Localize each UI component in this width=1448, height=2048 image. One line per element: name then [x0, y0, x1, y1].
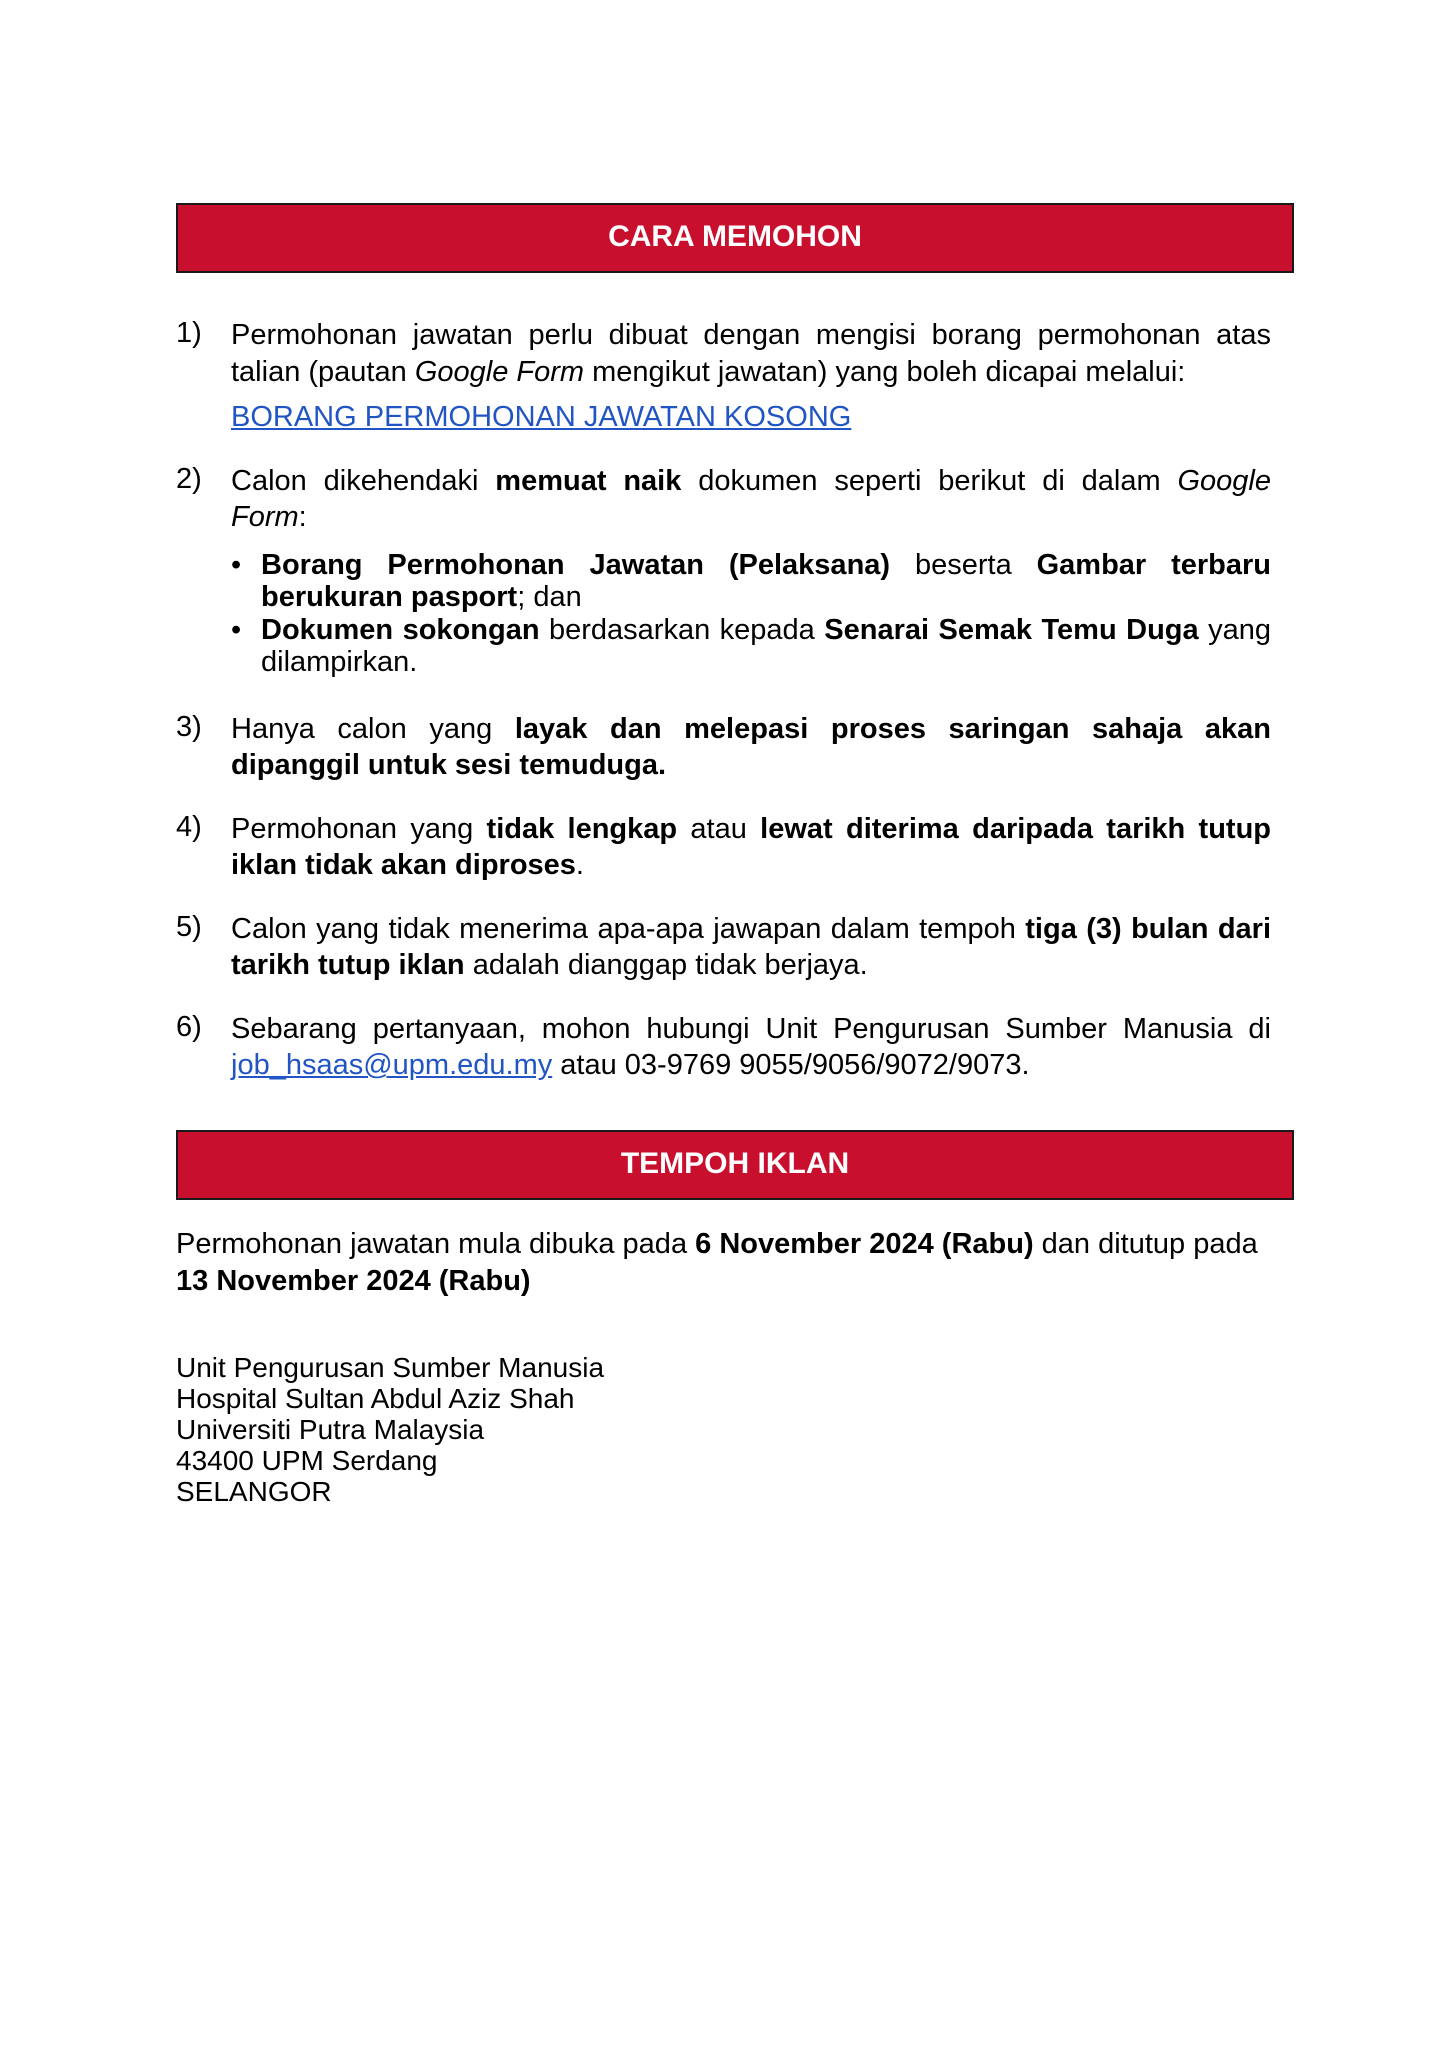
bullet-icon: • — [231, 548, 242, 581]
text-segment: Calon yang tidak menerima apa-apa jawapan dalam tempoh — [231, 912, 1026, 945]
text-segment: Senarai Semak Temu Duga — [824, 613, 1199, 646]
item-6-body — [231, 1011, 1271, 1084]
text-segment: Google Form — [414, 355, 585, 388]
text-segment: atau 03-9769 9055/9056/9072/9073. — [552, 1049, 1030, 1082]
text-segment: dan ditutup pada — [1033, 1227, 1258, 1260]
list-item-2 — [176, 463, 1294, 536]
item-3-number: 3) — [176, 710, 202, 743]
text-segment: layak dan melepasi proses saringan sahaja akan dipanggil untuk sesi temuduga. — [231, 712, 1271, 782]
text-segment: Google Form — [231, 464, 1271, 534]
address-line-state: SELANGOR — [176, 1475, 332, 1507]
text-segment: Dokumen sokongan — [261, 613, 540, 646]
bullet-icon: • — [231, 613, 242, 646]
text-segment: dokumen seperti berikut di dalam — [681, 464, 1178, 497]
list-item-1 — [176, 317, 1294, 436]
text-segment: 6 November 2024 (Rabu) — [695, 1227, 1034, 1260]
text-segment: . — [575, 849, 584, 882]
bullet-list — [231, 549, 1294, 679]
text-segment: beserta — [890, 548, 1037, 581]
text-segment: Permohonan yang — [231, 812, 487, 845]
text-segment: 13 November 2024 (Rabu) — [176, 1264, 531, 1297]
item-4-number: 4) — [176, 810, 202, 843]
text-segment: Borang Permohonan Jawatan (Pelaksana) — [261, 548, 891, 581]
bullet-2-text — [261, 614, 1271, 679]
text-segment: Calon dikehendaki — [231, 464, 496, 497]
item-3-text — [231, 711, 1271, 784]
list-item-6 — [176, 1011, 1294, 1084]
address-line-unit: Unit Pengurusan Sumber Manusia — [176, 1352, 605, 1384]
list-item-5 — [176, 911, 1294, 984]
item-3-body — [231, 711, 1271, 784]
text-segment: lewat diterima daripada tarikh tutup iklan tidak akan diproses — [231, 812, 1272, 882]
text-segment: tidak lengkap — [486, 812, 678, 845]
borang-permohonan-link[interactable]: BORANG PERMOHONAN JAWATAN KOSONG — [231, 401, 852, 434]
item-4-text — [231, 811, 1271, 884]
text-segment: adalah dianggap tidak berjaya. — [464, 949, 868, 982]
item-1-body — [231, 317, 1271, 436]
text-segment: berdasarkan kepada — [539, 613, 825, 646]
item-4-body — [231, 811, 1271, 884]
item-5-body — [231, 911, 1271, 984]
text-segment: Permohonan jawatan mula dibuka pada — [176, 1227, 696, 1260]
text-segment: Permohonan jawatan perlu dibuat dengan mengisi borang permohonan atas talian (pautan — [231, 319, 1271, 388]
list-item-4 — [176, 811, 1294, 884]
list-item-3 — [176, 711, 1294, 784]
text-segment: Gambar terbaru berukuran pasport — [261, 548, 1272, 614]
text-segment: Sebarang pertanyaan, mohon hubungi Unit Pengurusan Sumber Manusia di — [231, 1012, 1271, 1045]
item-6-text — [231, 1011, 1271, 1084]
bullet-item-1 — [231, 549, 1271, 614]
text-segment: yang dilampirkan. — [261, 613, 1271, 679]
item-1-number: 1) — [176, 317, 202, 349]
address-line-hospital: Hospital Sultan Abdul Aziz Shah — [176, 1383, 575, 1415]
item-5-text — [231, 911, 1271, 984]
item-1-text — [231, 317, 1271, 390]
bullet-1-text — [261, 549, 1271, 614]
bullet-item-2 — [231, 614, 1271, 679]
text-segment: tiga (3) bulan dari tarikh tutup iklan — [231, 912, 1271, 982]
text-segment: : — [298, 501, 307, 534]
address-line-university: Universiti Putra Malaysia — [176, 1414, 485, 1446]
document-page — [176, 0, 1294, 1507]
text-segment: mengikut jawatan) yang boleh dicapai melalui: — [584, 355, 1186, 388]
email-link[interactable]: job_hsaas@upm.edu.my — [231, 1049, 553, 1082]
text-segment: Hanya calon yang — [231, 712, 515, 745]
cara-memohon-title: CARA MEMOHON — [608, 220, 862, 253]
item-2-text — [231, 463, 1271, 536]
tempoh-iklan-paragraph — [176, 1226, 1294, 1300]
tempoh-iklan-banner — [176, 1130, 1294, 1200]
address-block — [176, 1353, 1294, 1507]
item-5-number: 5) — [176, 910, 202, 943]
item-2-body — [231, 463, 1271, 536]
tempoh-iklan-title: TEMPOH IKLAN — [620, 1146, 850, 1180]
text-segment: ; dan — [517, 581, 582, 614]
item-2-number: 2) — [176, 462, 202, 495]
address-line-postcode: 43400 UPM Serdang — [176, 1444, 438, 1476]
text-segment: memuat naik — [495, 464, 682, 497]
item-6-number: 6) — [176, 1010, 202, 1043]
cara-memohon-banner — [176, 203, 1294, 273]
text-segment: atau — [677, 812, 761, 845]
